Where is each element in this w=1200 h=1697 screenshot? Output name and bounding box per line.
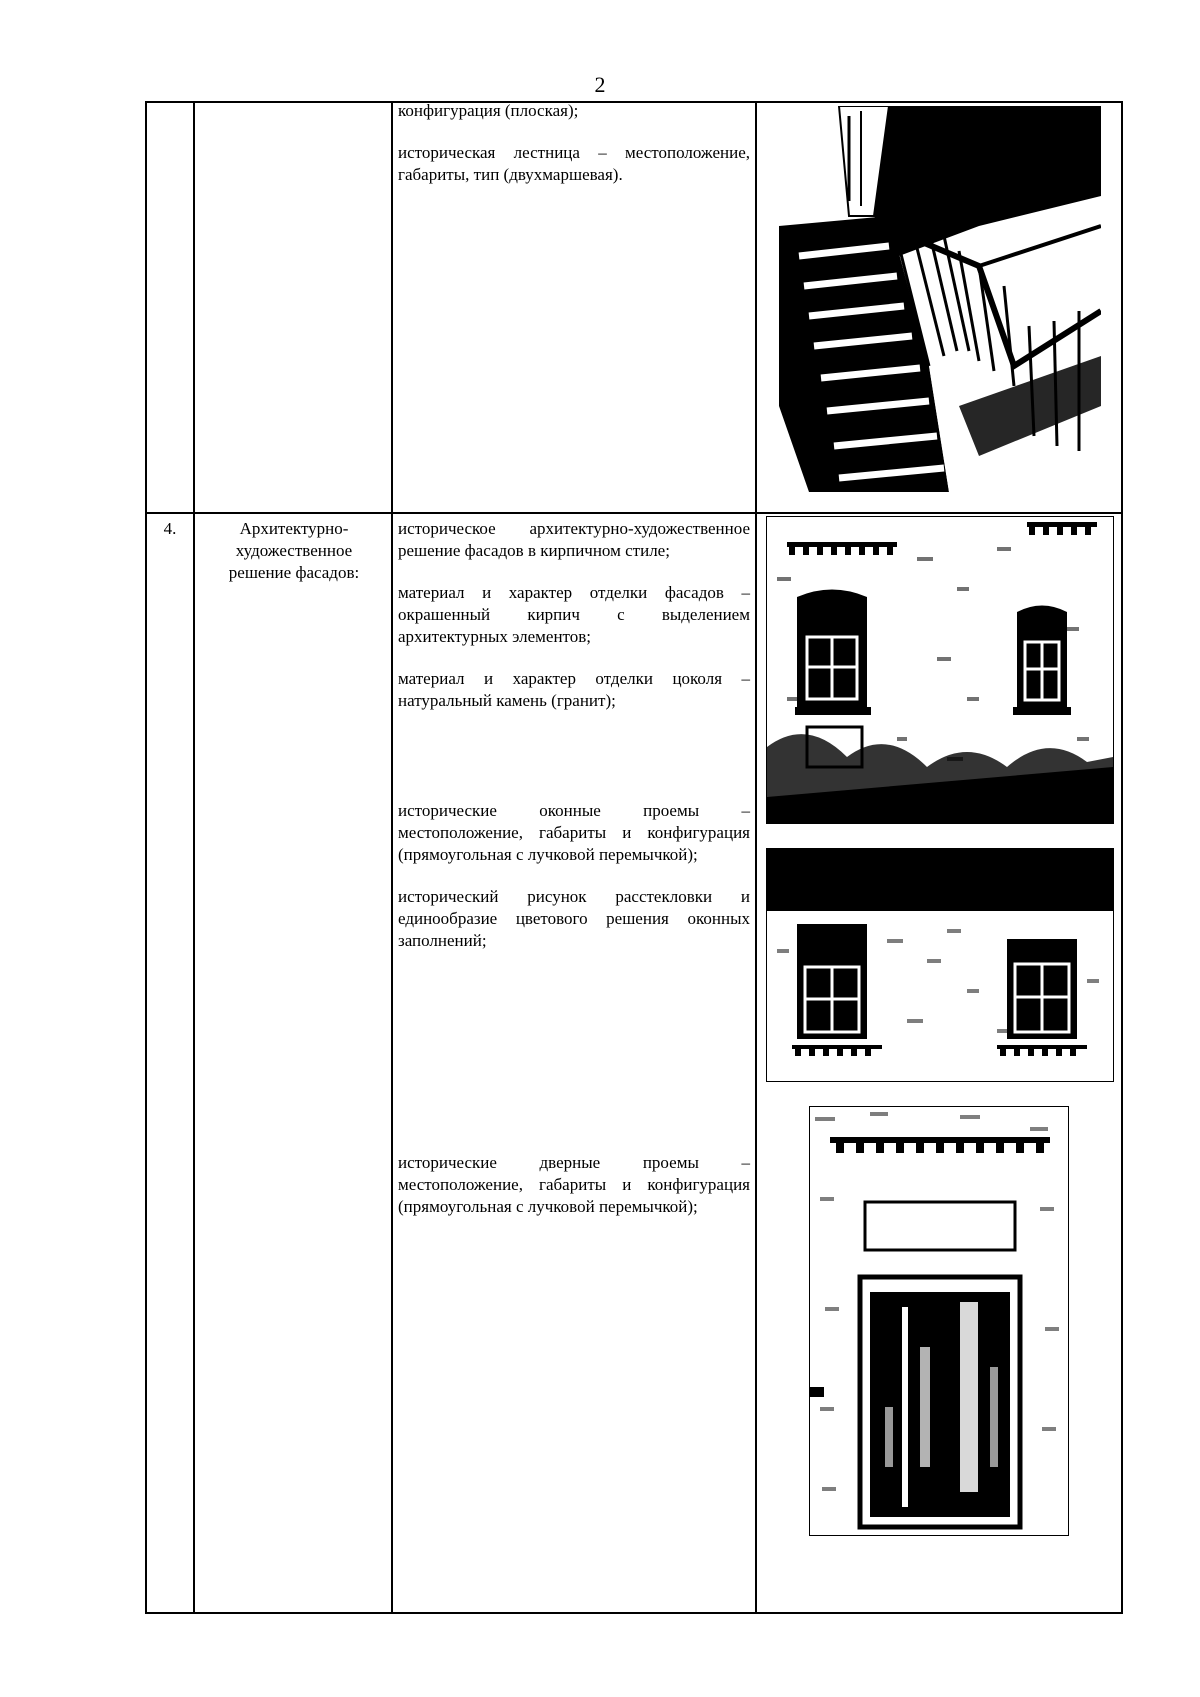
row-1-items xyxy=(398,100,750,206)
column-divider-2 xyxy=(391,101,393,1614)
column-divider-3 xyxy=(755,101,757,1614)
facade-windows-photo xyxy=(766,516,1114,824)
table-border-bottom xyxy=(145,1612,1123,1614)
row-2-item-2: материал и характер отделки фасадов – окрашенный кирпич с выделением архитектурных элементов; xyxy=(398,583,750,646)
entrance-door-photo xyxy=(809,1106,1069,1536)
row-2-item-1: историческое архитектурно-художественное решение фасадов в кирпичном стиле; xyxy=(398,519,750,560)
row-2-item-5: исторический рисунок расстекловки и единообразие цветового решения оконных заполнений; xyxy=(398,887,750,950)
row-2-item-4: исторические оконные проемы – местоположение, габариты и конфигурация (прямоугольная с лучковой перемычкой); xyxy=(398,801,750,864)
row-2-item-3: материал и характер отделки цоколя – натуральный камень (гранит); xyxy=(398,669,750,710)
table-border-right xyxy=(1121,101,1123,1614)
column-divider-1 xyxy=(193,101,195,1614)
facade-windows-photo-2 xyxy=(766,848,1114,1082)
row-divider xyxy=(145,512,1123,514)
row-2-item-6: исторические дверные проемы – местоположение, габариты и конфигурация (прямоугольная с лучковой перемычкой); xyxy=(398,1153,750,1216)
row-2-items-group-2 xyxy=(398,800,750,972)
staircase-photo xyxy=(779,106,1101,492)
row-2-number: 4. xyxy=(163,519,177,538)
row-1-item-1: конфигурация (плоская); xyxy=(398,101,579,120)
row-2-name: Архитектурно-художественное решение фасадов: xyxy=(228,519,360,582)
row-2-items-group-1 xyxy=(398,518,750,732)
row-2-items-group-3 xyxy=(398,1152,750,1238)
table-border-left xyxy=(145,101,147,1614)
row-1-item-2: историческая лестница – местоположение, габариты, тип (двухмаршевая). xyxy=(398,143,750,184)
page-number: 2 xyxy=(594,72,606,97)
